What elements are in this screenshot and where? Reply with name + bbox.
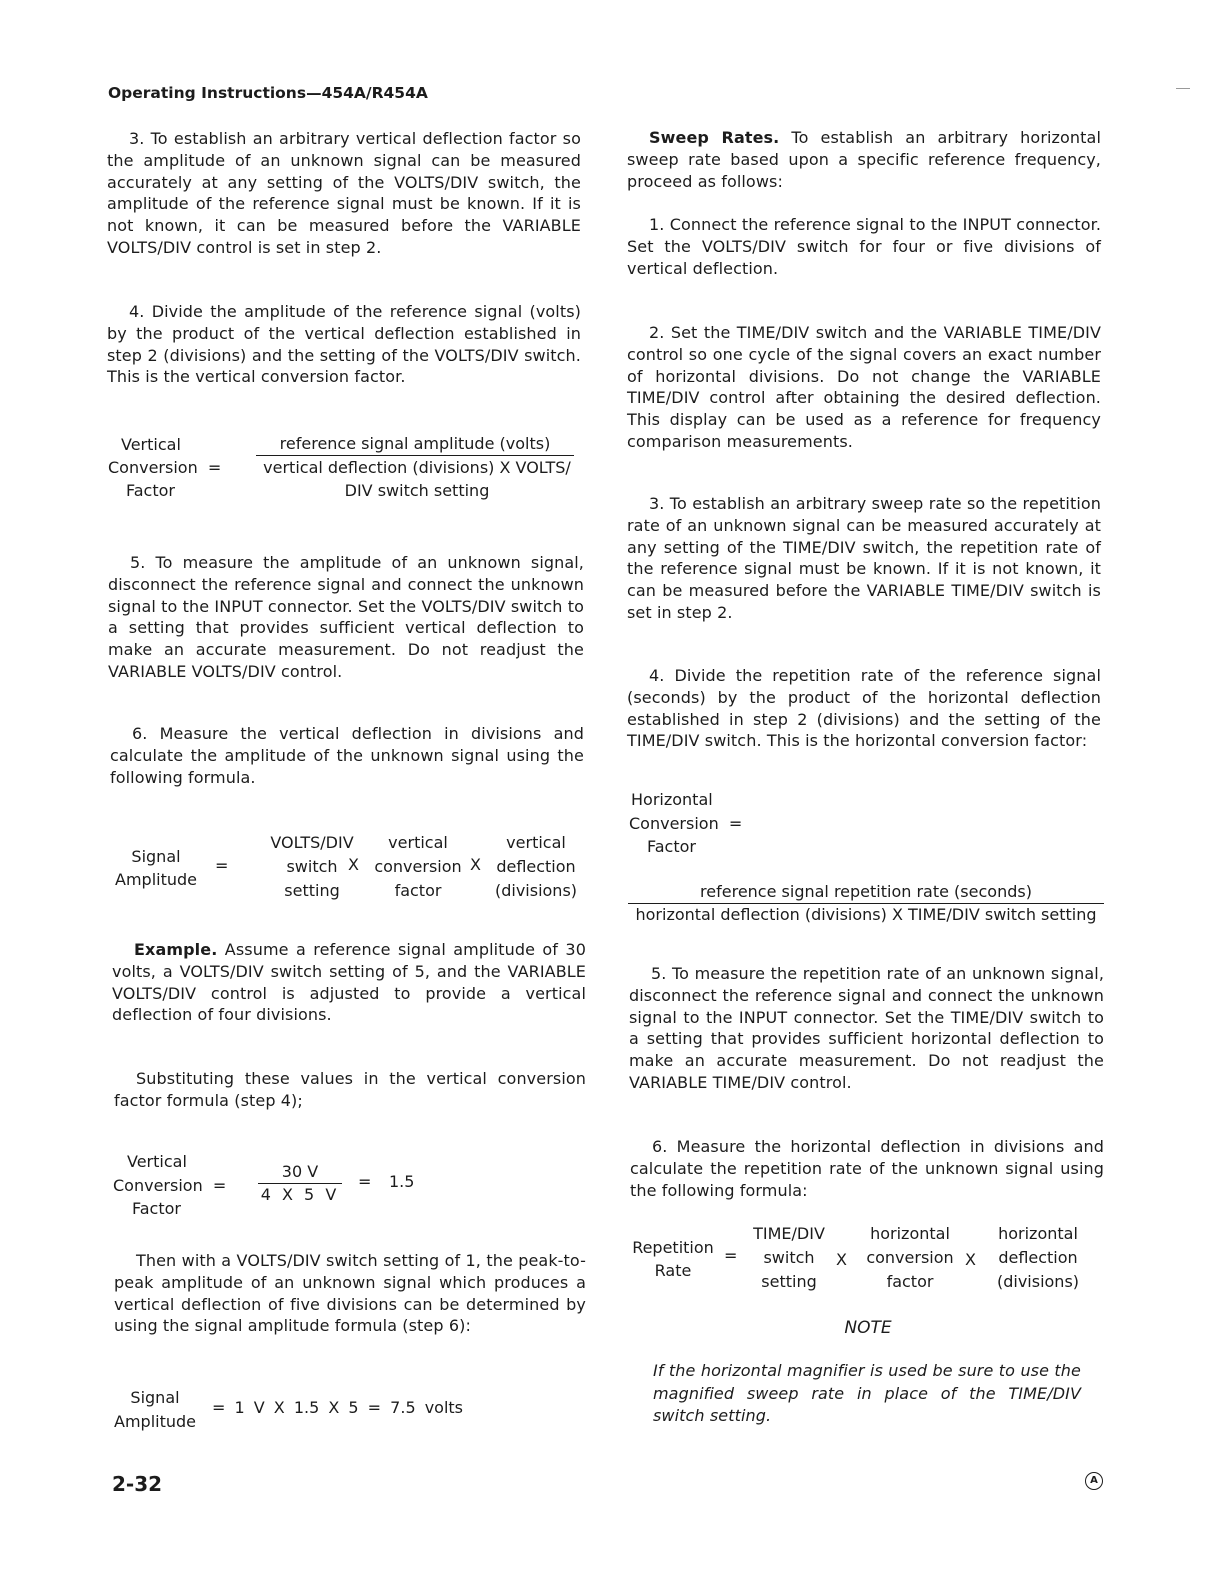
left-step-6 [110,723,584,788]
fraction-numerator: reference signal repetition rate (seconds) [628,881,1104,904]
term-line: (divisions) [494,881,578,900]
fraction-numerator: 30 V [258,1161,342,1184]
right-step-1 [627,214,1101,279]
term-line: vertical [388,833,448,852]
left-step-3 [107,128,581,259]
right-step-6 [630,1136,1104,1201]
horizontal-conversion-label [629,788,769,859]
vertical-conversion-fraction [256,432,578,502]
multiply-sign: X [348,855,359,874]
fraction-denominator: 4 X 5 V [260,1185,340,1204]
equals-sign: = [212,1175,227,1195]
term-line: conversion [374,857,462,876]
multiply-sign: X [836,1250,847,1269]
right-step-2-text: 2. Set the TIME/DIV switch and the VARIABLE TIME/DIV control so one cycle of the signal covers an exact number of horizontal divisions. Do not change the VARIABLE TIME/DIV control after obtaining the desired deflection. This display can be used as a reference for frequency comparison measurements. [627,323,1101,451]
formula-label: Factor [126,481,175,500]
formula-term-time-div [740,1222,838,1294]
formula-label: Vertical [121,435,181,454]
formula-label: Horizontal [631,790,713,809]
margin-mark [1176,88,1190,89]
equals-sign: = [207,458,222,477]
term-line: (divisions) [996,1272,1080,1291]
right-step-3-text: 3. To establish an arbitrary sweep rate so the repetition rate of an unknown signal can be measured accurately at any setting of the TIME/DIV switch, the repetition rate of the reference signal must be known. If it is not known, it can be measured before the VARIABLE TIME/DIV switch is set in step 2. [627,494,1101,622]
left-step-4-text: 4. Divide the amplitude of the reference signal (volts) by the product of the vertical deflection established in step 2 (divisions) and the setting of the VOLTS/DIV switch. This is the vertical conversion factor. [107,302,581,387]
sweep-rates-label: Sweep Rates. [649,128,780,147]
left-step-5-text: 5. To measure the amplitude of an unknown signal, disconnect the reference signal and connect the unknown signal to the INPUT connector. Set the VOLTS/DIV switch to a setting that provides sufficient vertical deflection to make an accurate measurement. Do not readjust the VARIABLE VOLTS/DIV control. [108,553,584,681]
formula-label: Repetition [632,1238,714,1257]
formula-label: Factor [647,837,696,856]
fraction-denominator: vertical deflection (divisions) X VOLTS/ [263,458,571,477]
formula-label: Conversion [629,813,719,833]
term-line: setting [761,1272,817,1291]
term-line: conversion [866,1248,954,1267]
term-line: factor [886,1272,934,1291]
left-then [114,1250,586,1337]
example-text: Assume a reference signal amplitude of 30 volts, a VOLTS/DIV switch setting of 5, and the VARIABLE VOLTS/DIV control is adjusted to provide a vertical deflection of four divisions. [112,940,586,1025]
fraction-denominator: horizontal deflection (divisions) X TIME/DIV switch setting [635,905,1097,924]
multiply-sign: X [965,1250,976,1269]
term-line: factor [394,881,442,900]
signal-amplitude-label-2 [112,1386,198,1434]
formula-label: Amplitude [114,1412,196,1431]
note-body [653,1360,1081,1428]
formula-label: Rate [654,1261,692,1280]
left-step-5 [108,552,584,683]
formula-term-vertical-deflection [492,831,580,903]
vertical-conversion-label [108,433,228,502]
horizontal-conversion-fraction [628,881,1104,926]
repetition-rate-label [629,1236,717,1282]
substituting-text: Substituting these values in the vertical conversion factor formula (step 4); [114,1069,586,1110]
right-step-5 [629,963,1104,1094]
page-header: Operating Instructions—454A/R454A [108,84,428,102]
term-line: vertical [506,833,566,852]
example-fraction [258,1161,342,1206]
right-step-4-text: 4. Divide the repetition rate of the reference signal (seconds) by the product of the horizontal deflection established in step 2 (divisions) and the setting of the TIME/DIV switch. This is the horizontal conversion factor: [627,666,1101,751]
note-text: If the horizontal magnifier is used be sure to use the magnified sweep rate in place of the TIME/DIV switch setting. [653,1361,1081,1425]
term-line: TIME/DIV [753,1224,825,1243]
equals-sign: = [724,1246,738,1265]
formula-term-horizontal-conversion [860,1222,960,1294]
right-step-6-text: 6. Measure the horizontal deflection in divisions and calculate the repetition rate of the unknown signal using the following formula: [630,1137,1104,1200]
equals-sign: = [728,813,743,833]
signal-amplitude-result: = 1 V X 1.5 X 5 = 7.5 volts [212,1398,464,1417]
left-step-6-text: 6. Measure the vertical deflection in divisions and calculate the amplitude of the unknown signal using the following formula. [110,724,584,787]
term-line: horizontal [998,1224,1078,1243]
right-step-4 [627,665,1101,752]
page-number: 2-32 [112,1472,163,1496]
term-line: horizontal [870,1224,950,1243]
term-line: VOLTS/DIV [270,833,354,852]
left-example [112,939,586,1026]
equals-sign: = [215,856,229,875]
left-step-3-text: 3. To establish an arbitrary vertical deflection factor so the amplitude of an unknown signal can be measured accurately at any setting of the VOLTS/DIV switch, the amplitude of the reference signal must be known. If it is not known, it can be measured before the VARIABLE VOLTS/DIV control is set in step 2. [107,129,581,257]
term-line: deflection [998,1248,1078,1267]
fraction-denominator: DIV switch setting [344,481,490,500]
left-step-4 [107,301,581,388]
formula-label: Vertical [127,1152,187,1171]
fraction-numerator: reference signal amplitude (volts) [256,432,574,456]
formula-label: Factor [132,1199,181,1218]
right-step-2 [627,322,1101,453]
vertical-conversion-label-2 [113,1150,233,1221]
right-step-1-text: 1. Connect the reference signal to the INPUT connector. Set the VOLTS/DIV switch for four or five divisions of vertical deflection. [627,215,1101,278]
formula-term-vertical-conversion [372,831,464,903]
formula-label: Conversion [108,458,198,477]
right-sweep-rates [627,127,1101,192]
formula-label: Signal [131,847,181,866]
term-line: setting [284,881,340,900]
multiply-sign: X [470,855,481,874]
sweep-rates-text: To establish an arbitrary horizontal sweep rate based upon a specific reference frequency, proceed as follows: [627,128,1101,191]
note-title: NOTE [844,1318,892,1338]
then-text: Then with a VOLTS/DIV switch setting of 1, the peak-to-peak amplitude of an unknown signal which produces a vertical deflection of five divisions can be determined by using the signal amplitude formula (step 6): [114,1251,586,1336]
formula-label: Signal [130,1388,180,1407]
right-step-5-text: 5. To measure the repetition rate of an unknown signal, disconnect the reference signal and connect the unknown signal to the INPUT connector. Set the TIME/DIV switch to a setting that provides sufficient horizontal deflection to make an accurate measurement. Do not readjust the VARIABLE TIME/DIV control. [629,964,1104,1092]
result-value: 1.5 [389,1172,415,1191]
formula-term-horizontal-deflection [990,1222,1086,1294]
formula-label: Conversion [113,1175,203,1195]
signal-amplitude-label [110,845,202,891]
term-line: switch [763,1248,815,1267]
revision-mark-icon: A [1085,1472,1103,1490]
left-substituting [114,1068,586,1112]
term-line: deflection [496,857,576,876]
example-label: Example. [134,940,218,959]
term-line: switch [286,857,338,876]
equals-sign: = [358,1172,372,1191]
right-step-3 [627,493,1101,624]
formula-label: Amplitude [115,870,197,889]
